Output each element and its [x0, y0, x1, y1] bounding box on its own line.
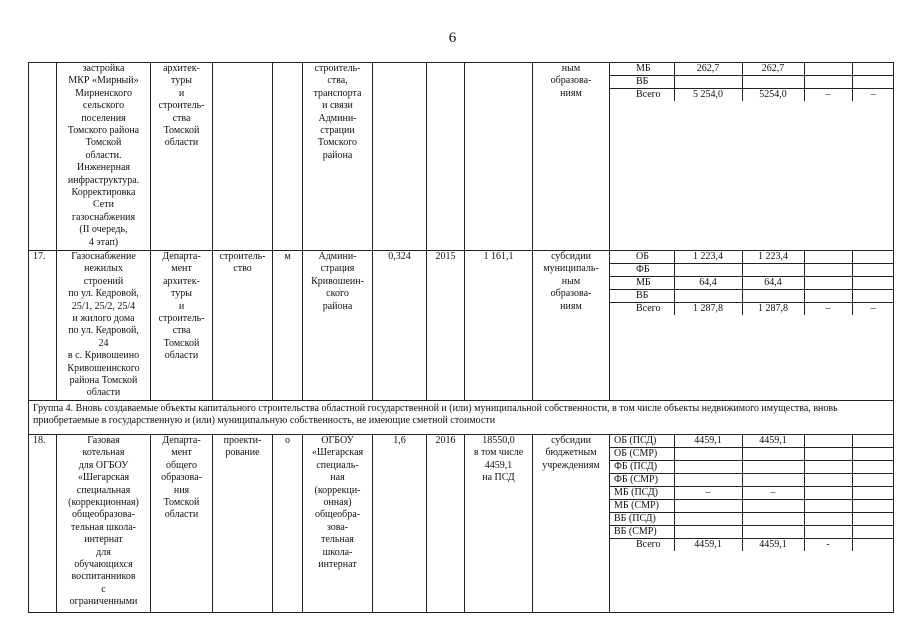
unit-cell	[273, 63, 303, 251]
cost-cell: 18550,0 в том числе 4459,1 на ПСД	[465, 434, 533, 612]
recipient-cell: Админи- страция Кривошеин- ского района	[303, 251, 373, 401]
finance-value-4	[852, 525, 894, 538]
group-header-row	[29, 400, 894, 434]
finance-value-1	[674, 525, 742, 538]
finance-value-3	[804, 499, 852, 512]
finance-source: Всего	[636, 538, 661, 550]
finance-value-1: 5 254,0	[674, 89, 742, 102]
finance-row	[610, 290, 894, 303]
finance-row	[610, 76, 894, 89]
finance-value-1: –	[674, 486, 742, 499]
finance-value-4	[852, 277, 894, 290]
finance-row	[610, 264, 894, 277]
finance-value-1	[674, 76, 742, 89]
finance-value-2: 64,4	[742, 277, 804, 290]
work-type-cell: строитель- ство	[213, 251, 273, 401]
finance-value-3	[804, 63, 852, 76]
finance-table	[610, 435, 894, 551]
finance-value-2	[742, 460, 804, 473]
finance-value-4	[852, 512, 894, 525]
finance-value-1	[674, 290, 742, 303]
table-row	[29, 434, 894, 612]
finance-source: МБ	[610, 277, 674, 290]
finance-value-4	[852, 486, 894, 499]
finance-value-2	[742, 290, 804, 303]
finance-value-2	[742, 264, 804, 277]
finance-row	[610, 63, 894, 76]
finance-value-4	[852, 447, 894, 460]
finance-value-1	[674, 473, 742, 486]
recipient-cell: ОГБОУ «Шегарская специаль- ная (коррекци- онная) общеобра- зова- тельная школа- интернат	[303, 434, 373, 612]
finance-source: Всего	[636, 89, 661, 100]
finance-value-3	[804, 251, 852, 264]
form-cell: субсидии муниципаль- ным образова- ниям	[533, 251, 610, 401]
finance-value-1: 1 223,4	[674, 251, 742, 264]
finance-value-4: –	[852, 303, 894, 316]
finance-source: ВБ (ПСД)	[610, 512, 674, 525]
form-cell: субсидии бюджетным учреждениям	[533, 434, 610, 612]
finance-value-3	[804, 435, 852, 448]
finance-source: ОБ (СМР)	[610, 447, 674, 460]
finance-value-4	[852, 251, 894, 264]
table-row	[29, 251, 894, 401]
finance-value-3: -	[804, 538, 852, 551]
finance-source: ОБ (ПСД)	[610, 435, 674, 448]
finance-row	[610, 499, 894, 512]
finance-value-2: 4459,1	[742, 435, 804, 448]
finance-row	[610, 486, 894, 499]
finance-value-4	[852, 499, 894, 512]
page-number: 6	[448, 30, 457, 46]
form-cell: ным образова- ниям	[533, 63, 610, 251]
finance-value-4	[852, 460, 894, 473]
finance-value-3: –	[804, 303, 852, 316]
finance-source: ФБ	[610, 264, 674, 277]
finance-value-2	[742, 499, 804, 512]
finance-value-1: 4459,1	[674, 435, 742, 448]
finance-cell	[610, 63, 894, 251]
finance-value-3	[804, 486, 852, 499]
row-number	[29, 63, 57, 251]
finance-source: ВБ (СМР)	[610, 525, 674, 538]
finance-value-2: 262,7	[742, 63, 804, 76]
row-number: 17.	[29, 251, 57, 401]
table-row	[29, 63, 894, 251]
finance-value-2	[742, 473, 804, 486]
unit-cell: о	[273, 434, 303, 612]
finance-row	[610, 251, 894, 264]
finance-value-4	[852, 264, 894, 277]
finance-cell	[610, 434, 894, 612]
finance-row	[610, 538, 894, 551]
finance-cell	[610, 251, 894, 401]
finance-value-1: 4459,1	[674, 538, 742, 551]
finance-table	[610, 63, 894, 101]
customer-cell: Департа- мент общего образова- ния Томской области	[151, 434, 213, 612]
capacity-cell	[373, 63, 427, 251]
finance-value-1	[674, 447, 742, 460]
finance-value-3	[804, 473, 852, 486]
finance-value-4	[852, 290, 894, 303]
finance-source: Всего	[636, 303, 661, 314]
capacity-cell: 0,324	[373, 251, 427, 401]
finance-value-1: 262,7	[674, 63, 742, 76]
finance-value-4	[852, 76, 894, 89]
finance-value-3	[804, 264, 852, 277]
finance-row	[610, 303, 894, 316]
finance-row	[610, 435, 894, 448]
finance-source: МБ	[610, 63, 674, 76]
year-cell: 2015	[427, 251, 465, 401]
finance-source: ВБ	[610, 290, 674, 303]
finance-source: МБ (ПСД)	[610, 486, 674, 499]
finance-row	[610, 525, 894, 538]
finance-value-1	[674, 512, 742, 525]
finance-row	[610, 512, 894, 525]
finance-value-4	[852, 473, 894, 486]
finance-row	[610, 473, 894, 486]
finance-value-3	[804, 277, 852, 290]
cost-cell: 1 161,1	[465, 251, 533, 401]
object-name: Газовая котельная для ОГБОУ «Шегарская специальная (коррекционная) общеобразова- тельная школа- интернат для обучающихся воспитанников с ограниченными	[57, 434, 151, 612]
finance-row	[610, 460, 894, 473]
year-cell	[427, 63, 465, 251]
work-type-cell: проекти- рование	[213, 434, 273, 612]
finance-row	[610, 89, 894, 102]
finance-value-4	[852, 435, 894, 448]
finance-value-2: 1 223,4	[742, 251, 804, 264]
finance-source: ОБ	[610, 251, 674, 264]
finance-value-2: –	[742, 486, 804, 499]
finance-value-3	[804, 76, 852, 89]
finance-value-4	[852, 63, 894, 76]
finance-value-1: 1 287,8	[674, 303, 742, 316]
unit-cell: м	[273, 251, 303, 401]
finance-value-2	[742, 76, 804, 89]
finance-value-4: –	[852, 89, 894, 102]
finance-source: ФБ (ПСД)	[610, 460, 674, 473]
customer-cell: архитек- туры и строитель- ства Томской области	[151, 63, 213, 251]
finance-value-1	[674, 460, 742, 473]
finance-row	[610, 277, 894, 290]
finance-value-2: 4459,1	[742, 538, 804, 551]
group-header: Группа 4. Вновь создаваемые объекты капитального строительства областной государственной и (или) муниципальной собственности, в том числе объекты недвижимого имущества, вновь приобретаемые в государственную и (или) муниципальную собственность, не имеющие сметной стоимости	[29, 400, 894, 434]
cost-cell	[465, 63, 533, 251]
finance-value-4	[852, 538, 894, 551]
recipient-cell: строитель- ства, транспорта и связи Админи- страции Томского района	[303, 63, 373, 251]
capacity-cell: 1,6	[373, 434, 427, 612]
finance-value-2: 5254,0	[742, 89, 804, 102]
finance-source: ВБ	[610, 76, 674, 89]
capital-construction-table	[28, 62, 894, 613]
finance-table	[610, 251, 894, 315]
finance-value-2	[742, 447, 804, 460]
finance-value-3	[804, 460, 852, 473]
finance-value-1	[674, 264, 742, 277]
row-number: 18.	[29, 434, 57, 612]
finance-value-3	[804, 525, 852, 538]
finance-value-2	[742, 525, 804, 538]
year-cell: 2016	[427, 434, 465, 612]
finance-value-3	[804, 447, 852, 460]
finance-value-3	[804, 290, 852, 303]
customer-cell: Департа- мент архитек- туры и строитель- ства Томской области	[151, 251, 213, 401]
finance-source: ФБ (СМР)	[610, 473, 674, 486]
finance-value-2	[742, 512, 804, 525]
finance-source: МБ (СМР)	[610, 499, 674, 512]
work-type-cell	[213, 63, 273, 251]
finance-value-1: 64,4	[674, 277, 742, 290]
finance-value-1	[674, 499, 742, 512]
object-name: застройка МКР «Мирный» Мирненского сельского поселения Томского района Томской области. Инженерная инфраструктура. Корректировка Сети газоснабжения (II очередь, 4 этап)	[57, 63, 151, 251]
finance-value-3	[804, 512, 852, 525]
finance-value-2: 1 287,8	[742, 303, 804, 316]
finance-value-3: –	[804, 89, 852, 102]
finance-row	[610, 447, 894, 460]
object-name: Газоснабжение нежилых строений по ул. Кедровой, 25/1, 25/2, 25/4 и жилого дома по ул. Кедровой, 24 в с. Кривошеино Кривошеинского района Томской области	[57, 251, 151, 401]
